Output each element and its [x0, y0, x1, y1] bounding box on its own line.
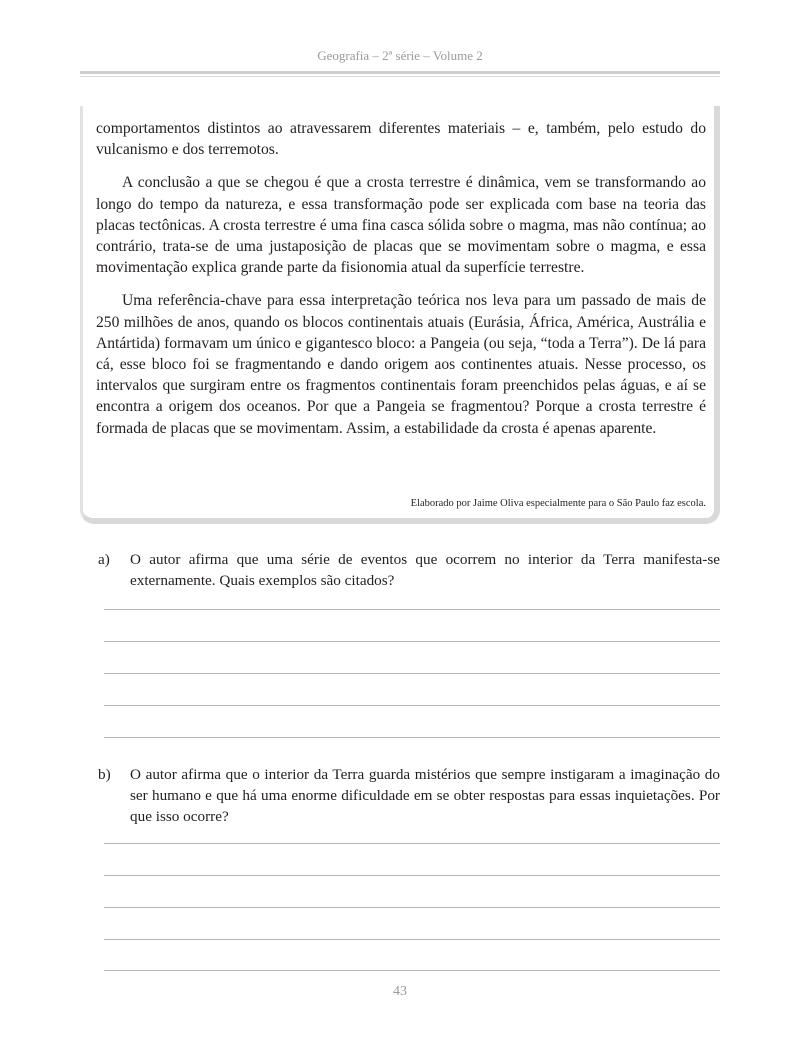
answer-line[interactable] [104, 641, 720, 642]
source-credit: Elaborado por Jaime Oliva especialmente para o São Paulo faz escola. [410, 498, 706, 509]
answer-line[interactable] [104, 843, 720, 844]
question-b [98, 764, 720, 827]
reading-paragraph-2: A conclusão a que se chegou é que a crosta terrestre é dinâmica, vem se transformando ao longo do tempo da natureza, e essa transformação pode ser explicada com base na teoria das placas tectônicas. A crosta terrestre é uma fina casca sólida sobre o magma, mas não contínua; ao contrário, trata-se de uma justaposição de placas que se movimentam sobre o magma, e essa movimentação explica grande parte da fisionomia atual da superfície terrestre. [96, 174, 706, 277]
answer-line[interactable] [104, 609, 720, 610]
running-header: Geografia – 2ª série – Volume 2 [317, 48, 483, 63]
question-text: O autor afirma que uma série de eventos que ocorrem no interior da Terra manifesta-se externamente. Quais exemplos são citados? [130, 551, 720, 589]
header-rule-thin [80, 76, 720, 77]
reading-paragraph-1: comportamentos distintos ao atravessarem diferentes materiais – e, também, pelo estudo do vulcanismo e dos terremotos. [96, 120, 706, 159]
answer-line[interactable] [104, 970, 720, 971]
header-rule [80, 71, 720, 74]
question-letter: b) [98, 766, 111, 783]
answer-line[interactable] [104, 939, 720, 940]
page-number: 43 [393, 984, 407, 999]
question-text: O autor afirma que o interior da Terra guarda mistérios que sempre instigaram a imaginação do ser humano e que há uma enorme dificuldade em se obter respostas para essas inquietações. Por que isso ocorre? [130, 766, 720, 825]
reading-text [96, 118, 706, 451]
answer-line[interactable] [104, 673, 720, 674]
answer-line[interactable] [104, 907, 720, 908]
answer-line[interactable] [104, 737, 720, 738]
reading-paragraph-3: Uma referência-chave para essa interpretação teórica nos leva para um passado de mais de 250 milhões de anos, quando os blocos continentais atuais (Eurásia, África, América, Austrália e Antártida) formavam um único e gigantesco bloco: a Pangeia (ou seja, “toda a Terra”). De lá para cá, esse bloco foi se fragmentando e dando origem aos continentes atuais. Nesse processo, os intervalos que surgiram entre os fragmentos continentais foram preenchidos pelas águas, e aí se encontra a origem dos oceanos. Por que a Pangeia se fragmentou? Porque a crosta terrestre é formada de placas que se movimentam. Assim, a estabilidade da crosta é apenas aparente. [96, 292, 706, 437]
question-a [98, 549, 720, 591]
answer-line[interactable] [104, 875, 720, 876]
question-letter: a) [98, 551, 110, 568]
answer-line[interactable] [104, 705, 720, 706]
